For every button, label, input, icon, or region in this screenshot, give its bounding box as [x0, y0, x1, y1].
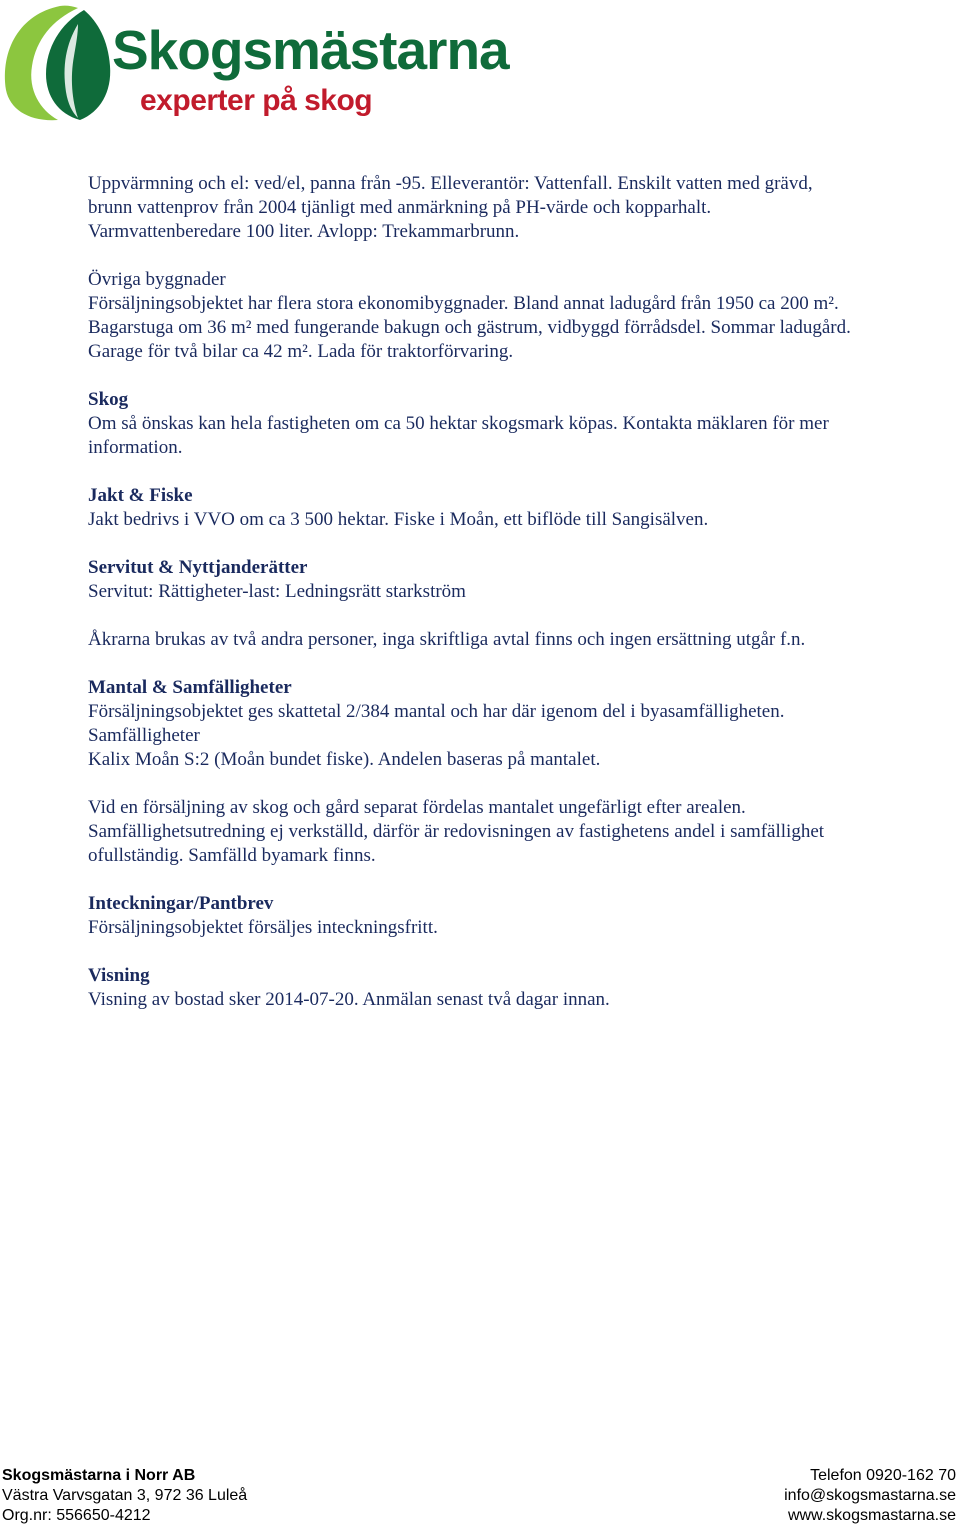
- text-line: Servitut: Rättigheter-last: Ledningsrätt starkström: [88, 581, 466, 602]
- section-heading: Jakt & Fiske: [88, 485, 193, 506]
- section-heading: Visning: [88, 965, 150, 986]
- text-line: ofullständig. Samfälld byamark finns.: [88, 845, 376, 866]
- easement-section: [88, 556, 938, 604]
- text-line: Försäljningsobjektet har flera stora ekonomibyggnader. Bland annat ladugård från 1950 ca 200 m².: [88, 293, 839, 314]
- org-number: Org.nr: 556650-4212: [2, 1507, 151, 1524]
- separate-sale-paragraph: [88, 796, 938, 868]
- text-line: Varmvattenberedare 100 liter. Avlopp: Trekammarbrunn.: [88, 221, 520, 242]
- section-heading: Skog: [88, 389, 129, 410]
- brand-tagline: experter på skog: [140, 84, 373, 117]
- text-line: Kalix Moån S:2 (Moån bundet fiske). Andelen baseras på mantalet.: [88, 749, 601, 770]
- text-line: Garage för två bilar ca 42 m². Lada för traktorförvaring.: [88, 341, 514, 362]
- other-buildings-section: [88, 268, 938, 364]
- hunting-section: [88, 484, 938, 532]
- company-name: Skogsmästarna i Norr AB: [2, 1467, 196, 1484]
- section-heading: Övriga byggnader: [88, 269, 226, 290]
- text-line: information.: [88, 437, 183, 458]
- text-line: brunn vattenprov från 2004 tjänligt med anmärkning på PH-värde och kopparhalt.: [88, 197, 712, 218]
- text-line: Om så önskas kan hela fastigheten om ca 50 hektar skogsmark köpas. Kontakta mäklaren för mer: [88, 413, 829, 434]
- section-heading: Inteckningar/Pantbrev: [88, 893, 274, 914]
- heating-paragraph: [88, 172, 938, 244]
- footer-contact-info: [784, 1466, 956, 1526]
- text-line: Jakt bedrivs i VVO om ca 3 500 hektar. Fiske i Moån, ett biflöde till Sangisälven.: [88, 509, 709, 530]
- brand-name: Skogsmästarna: [112, 19, 509, 81]
- section-heading: Mantal & Samfälligheter: [88, 677, 292, 698]
- text-line: Försäljningsobjektet försäljes inteckningsfritt.: [88, 917, 438, 938]
- footer-company-info: [2, 1466, 247, 1526]
- email-link[interactable]: info@skogsmastarna.se: [784, 1487, 956, 1504]
- forest-section: [88, 388, 938, 460]
- fields-paragraph: [88, 628, 938, 652]
- mortgage-section: [88, 892, 938, 940]
- website-link[interactable]: www.skogsmastarna.se: [787, 1507, 956, 1524]
- document-body: [88, 172, 938, 1036]
- company-address: Västra Varvsgatan 3, 972 36 Luleå: [2, 1487, 248, 1504]
- phone-number: Telefon 0920-162 70: [810, 1467, 956, 1484]
- company-logo: [0, 0, 509, 124]
- sub-heading: Samfälligheter: [88, 725, 200, 746]
- text-line: Uppvärmning och el: ved/el, panna från -95. Elleverantör: Vattenfall. Enskilt vatten med grävd,: [88, 173, 813, 194]
- viewing-section: [88, 964, 938, 1012]
- text-line: Bagarstuga om 36 m² med fungerande bakugn och gästrum, vidbyggd förrådsdel. Sommar ladugård.: [88, 317, 851, 338]
- text-line: Försäljningsobjektet ges skattetal 2/384 mantal och har där igenom del i byasamfälligheten.: [88, 701, 785, 722]
- text-line: Samfällighetsutredning ej verkställd, därför är redovisningen av fastighetens andel i samfällighet: [88, 821, 825, 842]
- text-line: Vid en försäljning av skog och gård separat fördelas mantalet ungefärligt efter arealen.: [88, 797, 746, 818]
- text-line: Åkrarna brukas av två andra personer, inga skriftliga avtal finns och ingen ersättning utgår f.n.: [88, 629, 806, 650]
- text-line: Visning av bostad sker 2014-07-20. Anmälan senast två dagar innan.: [88, 989, 610, 1010]
- mantal-section: [88, 676, 938, 772]
- section-heading: Servitut & Nyttjanderätter: [88, 557, 308, 578]
